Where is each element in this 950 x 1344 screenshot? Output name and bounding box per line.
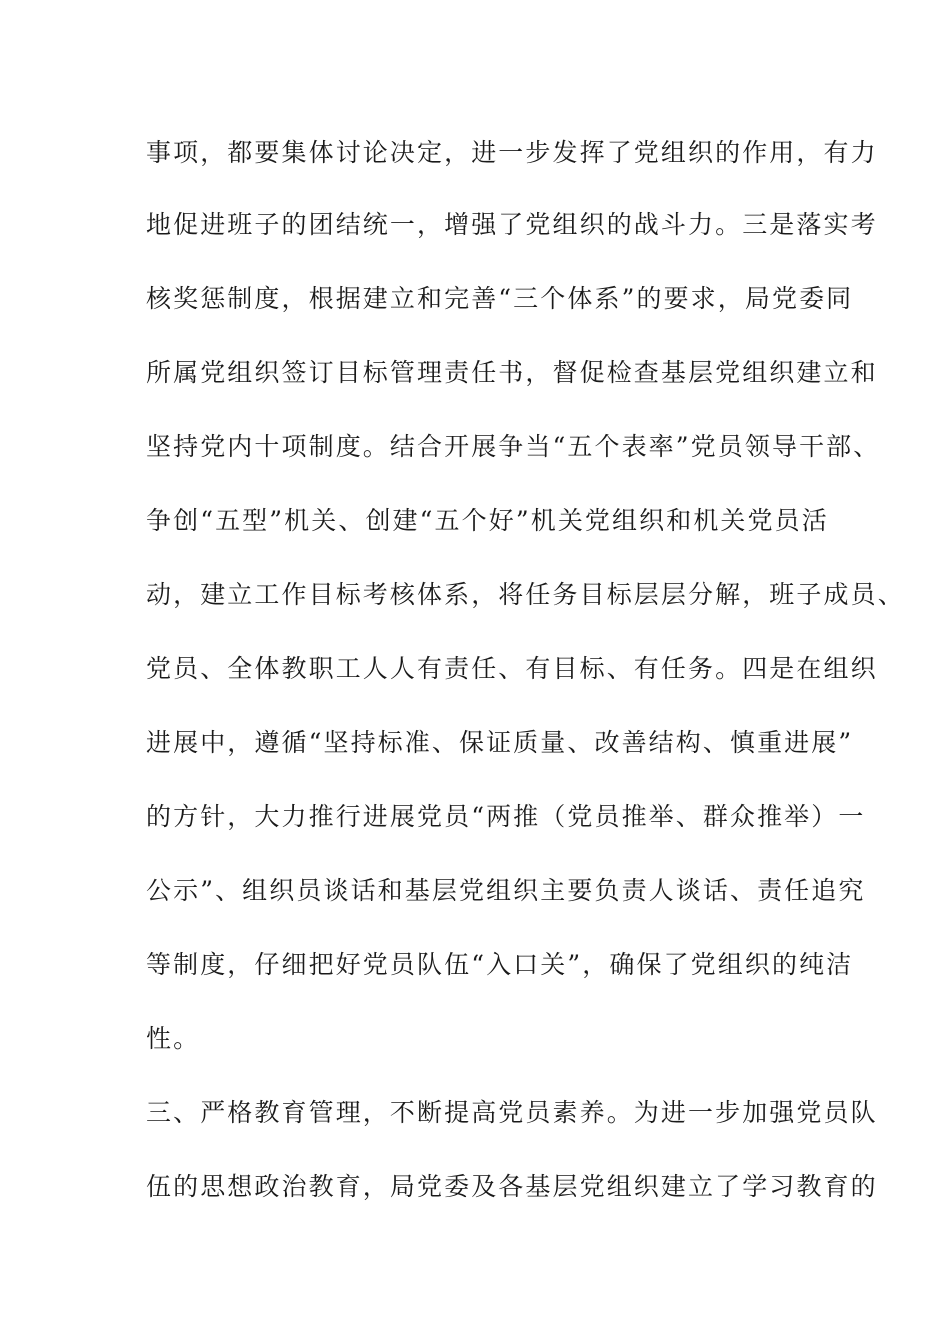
paragraph-line: 事项，都要集体讨论决定，进一步发挥了党组织的作用，有力 [146,138,878,167]
paragraph-line: 伍的思想政治教育，局党委及各基层党组织建立了学习教育的 [146,1172,878,1201]
paragraph-line: 地促进班子的团结统一，增强了党组织的战斗力。三是落实考 [146,210,878,239]
paragraph-line: 争创“五型”机关、创建“五个好”机关党组织和机关党员活 [146,506,829,535]
paragraph-line: 公示”、组织员谈话和基层党组织主要负责人谈话、责任追究 [146,876,866,905]
paragraph-line: 所属党组织签订目标管理责任书，督促检查基层党组织建立和 [146,358,878,387]
section-heading-line: 三、严格教育管理，不断提高党员素养。为进一步加强党员队 [146,1098,878,1127]
paragraph-line: 党员、全体教职工人人有责任、有目标、有任务。四是在组织 [146,654,878,683]
paragraph-line: 等制度，仔细把好党员队伍“入口关”，确保了党组织的纯洁 [146,950,854,979]
paragraph-line: 进展中，遵循“坚持标准、保证质量、改善结构、慎重进展” [146,728,854,757]
paragraph-line: 核奖惩制度，根据建立和完善“三个体系”的要求，局党委同 [146,284,854,313]
paragraph-line: 动，建立工作目标考核体系，将任务目标层层分解，班子成员、 [146,580,905,609]
paragraph-line: 性。 [146,1024,201,1053]
paragraph-line: 坚持党内十项制度。结合开展争当“五个表率”党员领导干部、 [146,432,881,461]
paragraph-line: 的方针，大力推行进展党员“两推（党员推举、群众推举）一 [146,802,866,831]
